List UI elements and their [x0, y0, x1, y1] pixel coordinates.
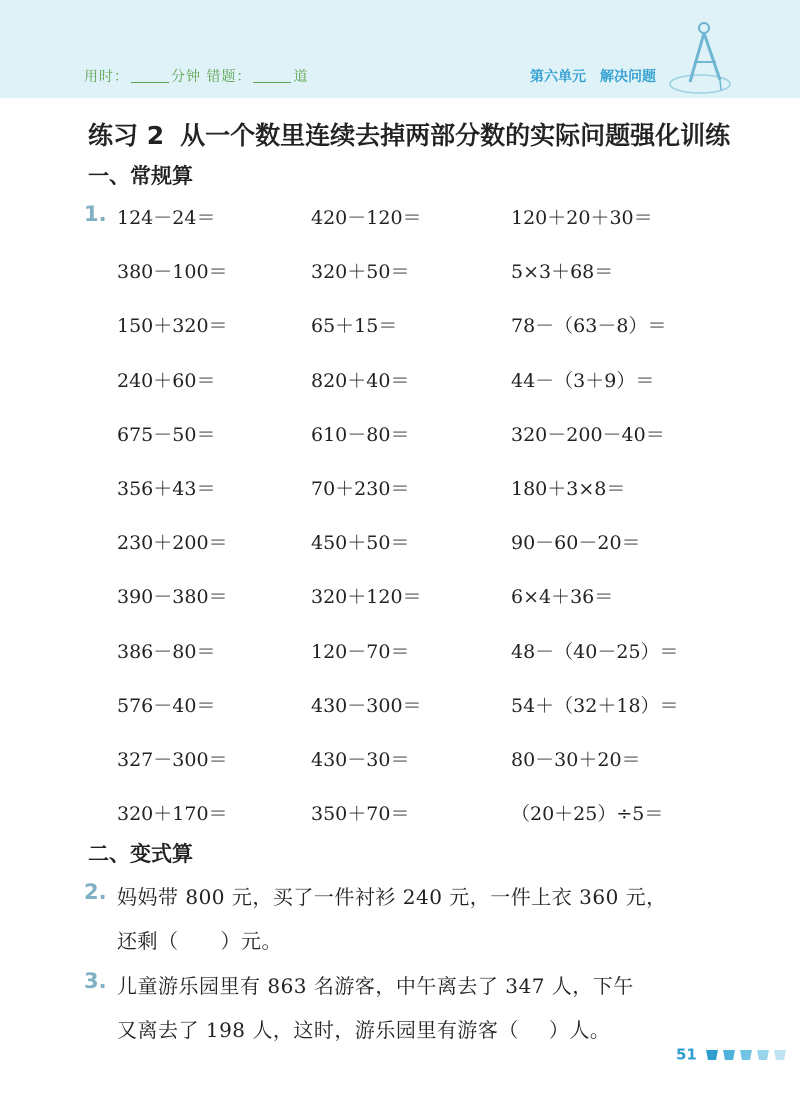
calc-item: 5×3＋68＝ — [511, 261, 614, 284]
calc-item: 380－100＝ — [117, 261, 228, 284]
minutes-blank — [131, 82, 169, 83]
calc-item: 240＋60＝ — [117, 369, 216, 392]
q3-answer-close: ）人。 — [548, 1018, 611, 1042]
calc-item: 320＋120＝ — [311, 586, 422, 609]
minutes-label: 分钟 — [171, 69, 201, 85]
calc-item: 320＋50＝ — [311, 261, 410, 284]
errors-label: 错题： — [206, 69, 252, 85]
q3-line-1: 儿童游乐园里有 863 名游客，中午离去了 347 人，下午 — [117, 974, 634, 998]
calc-item: 320－200－40＝ — [511, 423, 665, 446]
errors-unit: 道 — [293, 69, 309, 85]
timer-label: 用时： — [84, 69, 129, 85]
calc-item: 820＋40＝ — [311, 369, 410, 392]
calc-item: 70＋230＝ — [311, 478, 410, 500]
timer-record — [84, 66, 308, 86]
errors-blank — [253, 82, 291, 83]
calc-item: 48－（40－25）＝ — [511, 640, 679, 663]
calc-item: 675－50＝ — [117, 423, 216, 446]
calc-item: 65＋15＝ — [311, 315, 398, 338]
calc-item: 327－300＝ — [117, 749, 228, 771]
question-number-2: 2. — [84, 880, 107, 904]
calc-item: 150＋320＝ — [117, 315, 228, 338]
calc-item: 320＋170＝ — [117, 803, 228, 826]
cup-icon — [773, 1049, 787, 1061]
exercise-title: 从一个数里连续去掉两部分数的实际问题强化训练 — [180, 121, 731, 150]
section-heading-1: 一、常规算 — [88, 164, 193, 188]
q2-line-1: 妈妈带 800 元，买了一件衬衫 240 元，一件上衣 360 元， — [117, 885, 667, 909]
calc-item: 386－80＝ — [117, 640, 216, 663]
q2-line-2 — [117, 925, 282, 954]
calc-item: 180＋3×8＝ — [511, 478, 626, 500]
cup-icon — [756, 1049, 770, 1061]
calc-item: 6×4＋36＝ — [511, 586, 614, 609]
calc-item: 44－（3＋9）＝ — [511, 369, 655, 392]
calc-item: 120－70＝ — [311, 640, 410, 663]
calc-item: 80－30＋20＝ — [511, 749, 641, 771]
exercise-number: 练习 2 — [88, 121, 165, 150]
calc-item: 350＋70＝ — [311, 803, 410, 826]
question-number-3: 3. — [84, 969, 107, 993]
calc-item: 54＋（32＋18）＝ — [511, 694, 679, 717]
calc-item: 356＋43＝ — [117, 478, 216, 500]
calc-item: 420－120＝ — [311, 207, 422, 229]
unit-title: 第六单元 解决问题 — [530, 69, 656, 85]
question-number-1: 1. — [84, 202, 107, 226]
calc-item: 90－60－20＝ — [511, 532, 641, 555]
q2-answer-close: ）元。 — [220, 929, 282, 953]
q3-answer-open: 又离去了 198 人，这时，游乐园里有游客（ — [117, 1018, 519, 1042]
calc-item: 430－300＝ — [311, 694, 422, 717]
q2-answer-open: 还剩（ — [117, 929, 179, 953]
page-number: 51 — [676, 1045, 697, 1064]
calc-item: 390－380＝ — [117, 586, 228, 609]
cup-icon — [722, 1049, 736, 1061]
calc-item: 120＋20＋30＝ — [511, 207, 653, 229]
compass-icon — [668, 18, 738, 98]
section-heading-2: 二、变式算 — [88, 842, 193, 866]
q3-line-2 — [117, 1014, 610, 1043]
calc-item: 124－24＝ — [117, 207, 216, 229]
calc-item: 576－40＝ — [117, 694, 216, 717]
calc-item: 230＋200＝ — [117, 532, 228, 555]
cup-icon — [705, 1049, 719, 1061]
calc-item: 610－80＝ — [311, 423, 410, 446]
calc-item: 78－（63－8）＝ — [511, 315, 667, 338]
page-footer — [676, 1044, 787, 1064]
cup-icon — [739, 1049, 753, 1061]
calc-item: 450＋50＝ — [311, 532, 410, 555]
calc-item: （20＋25）÷5＝ — [511, 803, 664, 826]
calc-item: 430－30＝ — [311, 749, 410, 771]
page-title — [88, 116, 730, 152]
